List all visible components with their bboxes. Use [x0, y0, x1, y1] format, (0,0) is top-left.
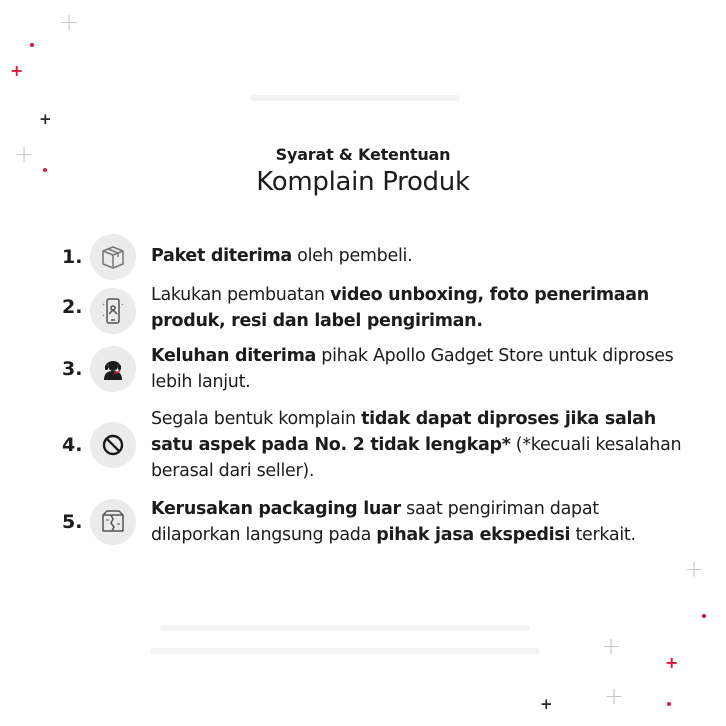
- item-number: 3.: [62, 358, 83, 380]
- item-number: 5.: [62, 511, 83, 533]
- item-number: 1.: [62, 246, 83, 268]
- faint-watermark: [150, 648, 540, 654]
- sparkle-plus-icon: +: [10, 61, 24, 80]
- list-item: [62, 234, 702, 280]
- list-item: [62, 409, 702, 481]
- sparkle-plus-icon: +: [604, 682, 625, 710]
- faint-watermark: [250, 95, 460, 101]
- sparkle-plus-icon: +: [540, 695, 553, 713]
- page-subtitle: Syarat & Ketentuan: [275, 145, 451, 164]
- item-number: 4.: [62, 434, 83, 456]
- item-text: Keluhan diterima pihak Apollo Gadget Store untuk diproses lebih lanjut.: [151, 346, 674, 392]
- package-box-icon: [90, 234, 136, 280]
- customer-service-icon: [90, 346, 136, 392]
- sparkle-plus-icon: +: [59, 8, 80, 36]
- sparkle-plus-icon: +: [684, 555, 705, 583]
- item-number: 2.: [62, 296, 83, 318]
- item-text: Lakukan pembuatan video unboxing, foto penerimaan produk, resi dan label pengiriman.: [151, 285, 649, 331]
- sparkle-plus-icon: +: [665, 653, 679, 672]
- list-item: [62, 346, 702, 392]
- item-text: Segala bentuk komplain tidak dapat diproses jika salah satu aspek pada No. 2 tidak lengkap* (*kecuali kesalahan berasal dari seller).: [151, 409, 682, 481]
- item-text: Kerusakan packaging luar saat pengiriman dapat dilaporkan langsung pada pihak jasa ekspedisi terkait.: [151, 499, 636, 545]
- sparkle-dot-icon: [30, 43, 34, 47]
- sparkle-plus-icon: +: [39, 110, 52, 128]
- item-text: Paket diterima oleh pembeli.: [151, 246, 413, 266]
- sparkle-plus-icon: +: [14, 140, 35, 168]
- sparkle-plus-icon: +: [601, 632, 622, 660]
- prohibited-icon: [90, 422, 136, 468]
- phone-video-icon: [90, 288, 136, 334]
- damaged-package-icon: [90, 499, 136, 545]
- header: [0, 145, 726, 197]
- list-item: [62, 286, 702, 338]
- sparkle-dot-icon: [702, 614, 706, 618]
- faint-watermark: [160, 625, 530, 631]
- page-title: Komplain Produk: [256, 167, 470, 197]
- sparkle-dot-icon: [667, 702, 671, 706]
- list-item: [62, 499, 702, 545]
